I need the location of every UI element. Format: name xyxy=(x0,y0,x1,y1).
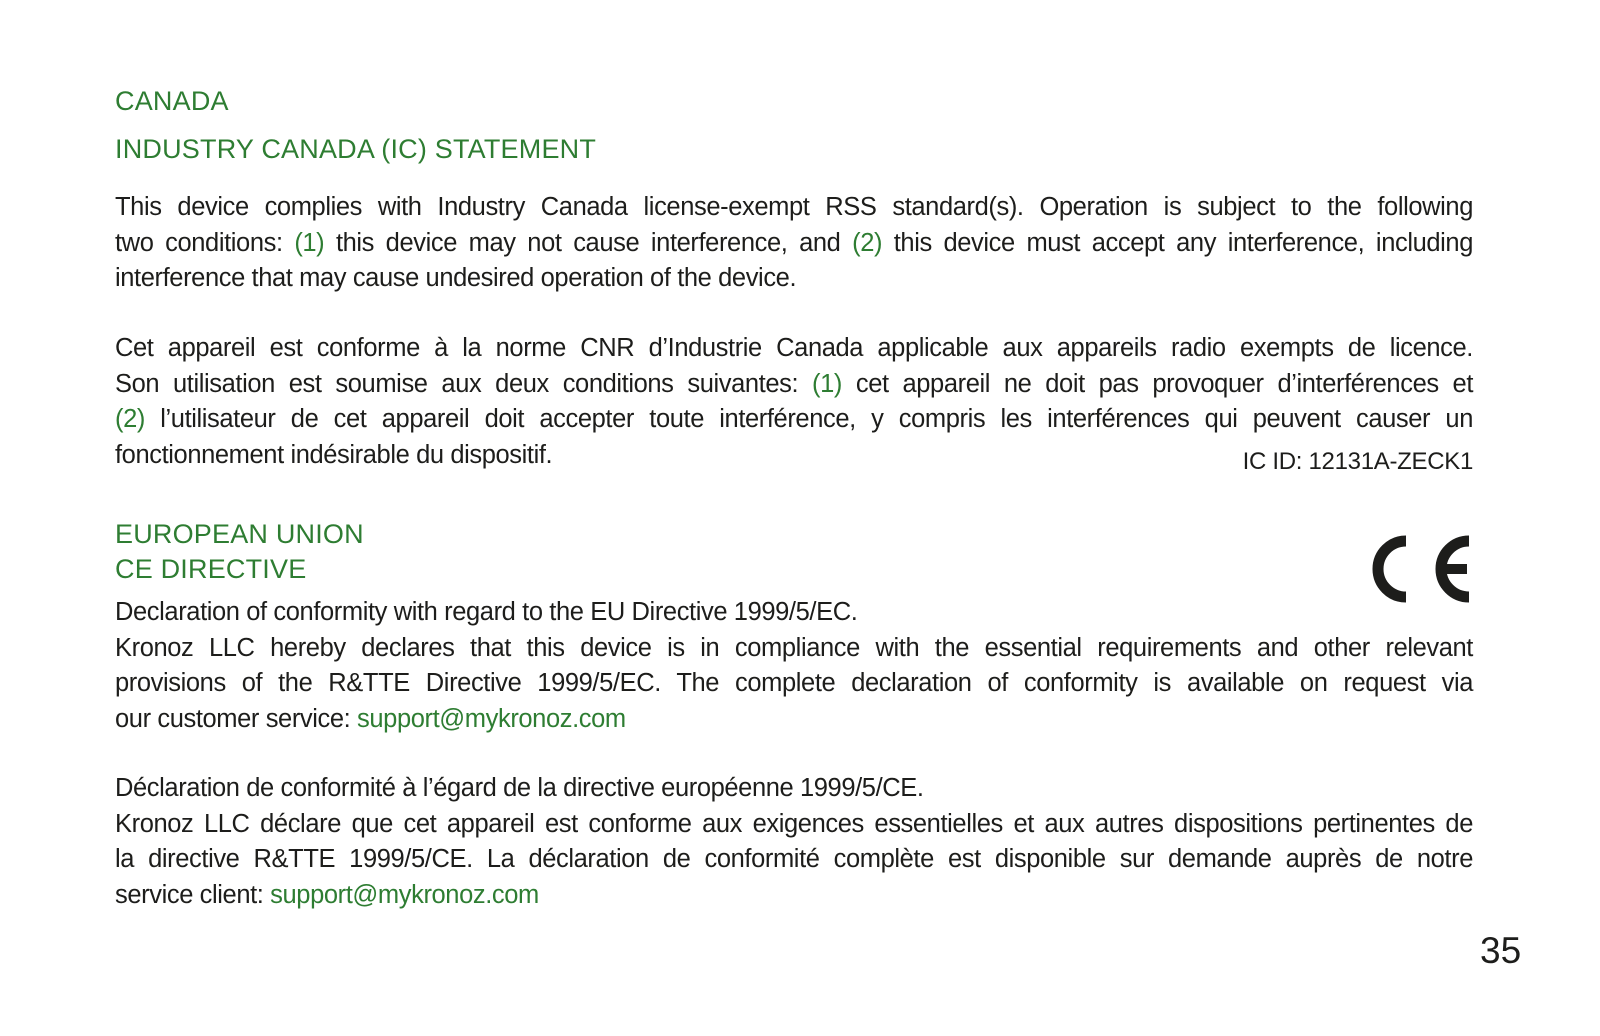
section-subheading-ce-directive: CE DIRECTIVE xyxy=(115,554,307,584)
text-line: This device complies with Industry Canada license-exempt RSS standard(s). Operation is subject to the following xyxy=(115,193,1473,221)
text-line: Son utilisation est soumise aux deux conditions suivantes: (1) cet appareil ne doit pas provoquer d’interférences et xyxy=(115,369,1474,398)
text-line: two conditions: (1) this device may not cause interference, and (2) this device must accept any interference, including xyxy=(115,228,1473,257)
text-line: Déclaration de conformité à l’égard de la directive européenne 1999/5/CE. xyxy=(115,774,924,802)
text-line: Kronoz LLC déclare que cet appareil est conforme aux exigences essentielles et aux autres dispositions pertinentes de xyxy=(115,809,1473,838)
section-heading-canada: CANADA xyxy=(115,86,229,116)
text-line: Kronoz LLC hereby declares that this device is in compliance with the essential requirements and other relevant xyxy=(115,633,1473,662)
condition-marker: (2) xyxy=(115,405,145,433)
text-line: our customer service: support@mykronoz.com xyxy=(115,704,626,733)
condition-marker: (1) xyxy=(294,228,325,257)
support-email-link[interactable]: support@mykronoz.com xyxy=(357,704,626,733)
text-line: Declaration of conformity with regard to the EU Directive 1999/5/EC. xyxy=(115,598,858,626)
text-line: (2) l’utilisateur de cet appareil doit accepter toute interférence, y compris les interférences qui peuvent causer un xyxy=(115,405,1473,433)
condition-marker: (1) xyxy=(812,369,842,398)
section-subheading-ic-statement: INDUSTRY CANADA (IC) STATEMENT xyxy=(115,134,597,164)
text-line: Cet appareil est conforme à la norme CNR d’Industrie Canada applicable aux appareils radio exempts de licence. xyxy=(115,334,1473,362)
section-heading-european-union: EUROPEAN UNION xyxy=(115,519,364,549)
text-line: interference that may cause undesired operation of the device. xyxy=(115,264,797,292)
condition-marker: (2) xyxy=(852,228,883,257)
paragraph-ic-english xyxy=(115,190,1473,297)
ic-id-label: IC ID: 12131A-ZECK1 xyxy=(1242,448,1473,475)
paragraph-ce-english xyxy=(115,595,1473,737)
support-email-link[interactable]: support@mykronoz.com xyxy=(270,880,539,909)
paragraph-ce-french xyxy=(115,771,1473,913)
text-line: fonctionnement indésirable du dispositif. xyxy=(115,440,553,469)
document-page xyxy=(115,0,1473,1036)
page-number: 35 xyxy=(1480,930,1522,971)
text-line: service client: support@mykronoz.com xyxy=(115,880,539,909)
text-line: la directive R&TTE 1999/5/CE. La déclaration de conformité complète est disponible sur demande auprès de notre xyxy=(115,845,1473,873)
text-line: provisions of the R&TTE Directive 1999/5/EC. The complete declaration of conformity is available on request via xyxy=(115,669,1473,697)
